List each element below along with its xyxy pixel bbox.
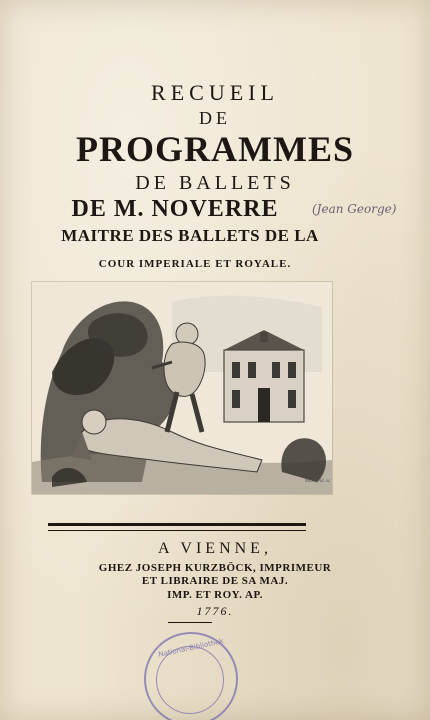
handwritten-annotation: (Jean George) xyxy=(312,202,397,216)
title-author: DE M. NOVERRE xyxy=(71,196,279,222)
imprint-city: A VIENNE, xyxy=(158,540,272,557)
title-programmes: PROGRAMMES xyxy=(76,129,354,169)
title-de: DE xyxy=(199,108,231,128)
title-maitre: MAITRE DES BALLETS DE LA xyxy=(61,226,319,245)
title-recueil: RECUEIL xyxy=(151,80,279,105)
imprint-printer: GHEZ JOSEPH KURZBÖCK, IMPRIMEUR xyxy=(98,562,332,574)
engraving-illustration xyxy=(32,282,332,494)
library-stamp-text: National-Bibliothek xyxy=(157,637,225,659)
imprint-privilege: IMP. ET ROY. AP. xyxy=(167,589,263,601)
year-divider xyxy=(168,622,212,623)
imprint-year: 1776. xyxy=(196,604,234,618)
title-cour: COUR IMPERIALE ET ROYALE. xyxy=(98,258,292,270)
divider-thick xyxy=(48,523,306,526)
engraving-vignette xyxy=(32,282,332,494)
library-stamp-icon xyxy=(144,632,238,720)
title-de-ballets: DE BALLETS xyxy=(135,172,295,194)
imprint-libraire: ET LIBRAIRE DE SA MAJ. xyxy=(141,575,289,587)
engraver-signature: Mansfeld. sc. xyxy=(305,479,332,484)
divider-thin xyxy=(48,530,306,531)
